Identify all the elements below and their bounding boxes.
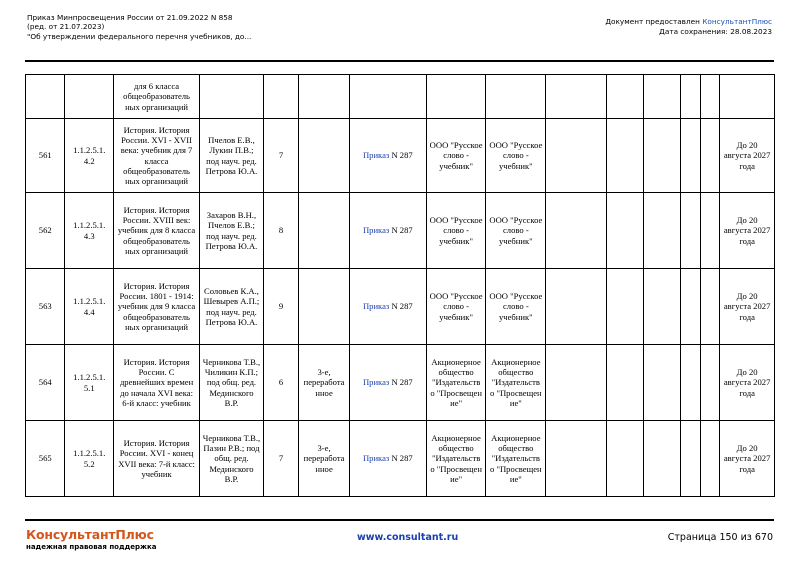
row-authors: Захаров В.Н., Пчелов Е.В.; под науч. ред. Петрова Ю.А.	[200, 193, 264, 269]
saved-date: Дата сохранения: 28.08.2023	[659, 26, 772, 36]
order-link[interactable]: Приказ	[362, 301, 390, 312]
order-number: N 287	[389, 225, 413, 236]
continuation-title: для 6 класса общеобразователь ных организаций	[114, 75, 200, 119]
row-title: История. История России. С древнейших времен до начала XVI века: 6-й класс: учебник	[114, 345, 200, 421]
row-authors: Соловьев К.А., Шевырев А.П.; под науч. ред. Петрова Ю.А.	[200, 269, 264, 345]
row-code: 1.1.2.5.1. 5.1	[65, 345, 114, 421]
site-link[interactable]: www.consultant.ru	[357, 532, 459, 543]
table-row	[26, 75, 775, 119]
row-grade: 7	[263, 119, 298, 193]
textbook-table	[25, 74, 775, 497]
order-number: N 287	[389, 301, 413, 312]
table-row	[26, 345, 775, 421]
row-number: 564	[26, 345, 65, 421]
table-row	[26, 193, 775, 269]
row-title: История. История России. XVI - конец XVII века: 7-й класс: учебник	[114, 421, 200, 497]
row-note	[299, 119, 350, 193]
row-rights-holder: Акционерное общество "Издательств о "Просвещен ие"	[486, 345, 546, 421]
row-order	[349, 269, 426, 345]
row-publisher: Акционерное общество "Издательств о "Просвещен ие"	[426, 345, 486, 421]
row-note	[299, 193, 350, 269]
row-note: 3-е, переработа нное	[299, 421, 350, 497]
doc-title-line2: (ред. от 21.07.2023)	[27, 22, 105, 32]
doc-title-line3: "Об утверждении федерального перечня учебников, до...	[27, 31, 252, 41]
row-code: 1.1.2.5.1. 4.2	[65, 119, 114, 193]
row-rights-holder: ООО "Русское слово - учебник"	[486, 119, 546, 193]
row-authors: Черникова Т.В., Пазин Р.В.; под общ. ред. Мединского В.Р.	[200, 421, 264, 497]
table-row	[26, 119, 775, 193]
row-authors: Пчелов Е.В., Лукин П.В.; под науч. ред. Петрова Ю.А.	[200, 119, 264, 193]
footer-divider	[25, 519, 774, 521]
row-deadline: До 20 августа 2027 года	[720, 421, 775, 497]
row-order	[349, 345, 426, 421]
row-title: История. История России. 1801 - 1914: учебник для 9 класса общеобразователь ных организаций	[114, 269, 200, 345]
order-number: N 287	[389, 453, 413, 464]
row-publisher: Акционерное общество "Издательств о "Просвещен ие"	[426, 421, 486, 497]
order-link[interactable]: Приказ	[362, 377, 390, 388]
provider-link[interactable]: КонсультантПлюс	[702, 17, 772, 26]
row-deadline: До 20 августа 2027 года	[720, 119, 775, 193]
header-divider	[25, 60, 774, 62]
order-number: N 287	[389, 377, 413, 388]
doc-title-line1: Приказ Минпросвещения России от 21.09.2022 N 858	[27, 13, 233, 22]
order-link[interactable]: Приказ	[362, 150, 390, 161]
row-rights-holder: Акционерное общество "Издательств о "Просвещен ие"	[486, 421, 546, 497]
row-deadline: До 20 августа 2027 года	[720, 193, 775, 269]
table-row	[26, 421, 775, 497]
row-number: 565	[26, 421, 65, 497]
row-code: 1.1.2.5.1. 4.4	[65, 269, 114, 345]
row-order	[349, 421, 426, 497]
row-grade: 7	[263, 421, 298, 497]
row-code: 1.1.2.5.1. 4.3	[65, 193, 114, 269]
row-authors: Черникова Т.В., Чиликин К.П.; под общ. ред. Мединского В.Р.	[200, 345, 264, 421]
row-number: 561	[26, 119, 65, 193]
order-number: N 287	[389, 150, 413, 161]
row-publisher: ООО "Русское слово - учебник"	[426, 193, 486, 269]
row-note: 3-е, переработа нное	[299, 345, 350, 421]
row-grade: 9	[263, 269, 298, 345]
row-publisher: ООО "Русское слово - учебник"	[426, 269, 486, 345]
document-provider	[605, 17, 772, 36]
row-rights-holder: ООО "Русское слово - учебник"	[486, 269, 546, 345]
row-title: История. История России. XVI - XVII века: учебник для 7 класса общеобразователь ных организаций	[114, 119, 200, 193]
row-title: История. История России. XVIII век: учебник для 8 класса общеобразователь ных организаций	[114, 193, 200, 269]
tagline: надежная правовая поддержка	[26, 543, 157, 551]
provided-prefix: Документ предоставлен	[605, 17, 700, 26]
row-code: 1.1.2.5.1. 5.2	[65, 421, 114, 497]
row-order	[349, 193, 426, 269]
row-order	[349, 119, 426, 193]
table-row	[26, 269, 775, 345]
document-header	[27, 13, 251, 41]
order-link[interactable]: Приказ	[362, 225, 390, 236]
row-note	[299, 269, 350, 345]
row-grade: 6	[263, 345, 298, 421]
order-link[interactable]: Приказ	[362, 453, 390, 464]
page-counter: Страница 150 из 670	[667, 532, 773, 543]
row-deadline: До 20 августа 2027 года	[720, 345, 775, 421]
row-deadline: До 20 августа 2027 года	[720, 269, 775, 345]
row-rights-holder: ООО "Русское слово - учебник"	[486, 193, 546, 269]
consultant-logo: КонсультантПлюс	[26, 527, 154, 542]
row-number: 562	[26, 193, 65, 269]
row-grade: 8	[263, 193, 298, 269]
row-number: 563	[26, 269, 65, 345]
row-publisher: ООО "Русское слово - учебник"	[426, 119, 486, 193]
